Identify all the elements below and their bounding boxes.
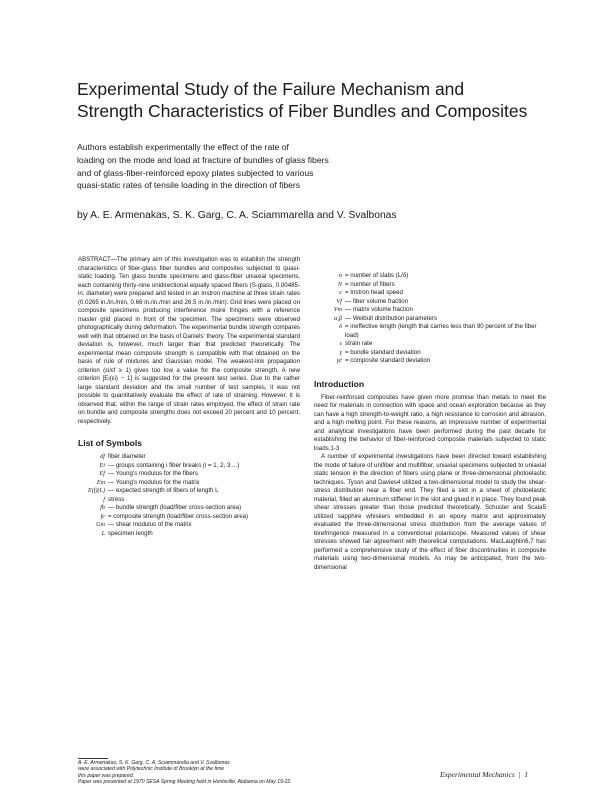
symbol: f: [103, 496, 105, 503]
symbol-description: — expected strength of fibers of length L: [108, 487, 219, 494]
symbol-row: [314, 349, 546, 358]
symbol-description: = number of fibers: [345, 280, 395, 288]
symbol: L: [101, 530, 105, 537]
author-line: by A. E. Armenakas, S. K. Garg, C. A. Sciammarella and V. Svalbonas: [77, 210, 397, 221]
symbol-row: [314, 357, 546, 366]
symbol-row: [314, 315, 546, 324]
symbol-row: [78, 504, 300, 513]
symbol-description: — groups containing i fiber breaks (i = 1, 2, 3 ...): [108, 461, 240, 469]
symbol-row: [78, 470, 300, 479]
symbol-description: — fiber volume fraction: [345, 297, 409, 305]
symbol-row: [314, 306, 546, 315]
symbol-row: [78, 496, 300, 505]
intro-paragraph: A number of experimental investigations have been directed toward establishing the mode of failure of unifiber and multifiber, uniaxial specimens subjected to uniaxial static tension in the direction of fibers using plane or three-dimensional photoelastic techniques. Tyson and Davies4 utilized a two-dimensional model to study the shear-stress distribution near a fiber end. They filed a slot in a sheet of photoelastic material, filled an aluminum stiffener in the slot and glued it in place. They found peak shear stresses greater than those predicted theoretically. Schuster and Scala5 utilized sapphire whiskers embedded in an epoxy matrix and approximately evaluated the three-dimensional stress distribution from the average values of birefringence measured in a conventional polariscope. Measured values of shear stresses showed fair agreement with theoretical computations. MacLaughlin6,7 has performed a comprehensive study of the effect of fiber discontinuities in composite materials using two-dimensional models. As may be anticipated, from the two-dimensional: [314, 453, 546, 571]
footer-separator: |: [518, 770, 521, 779]
symbol: α,β: [334, 315, 342, 322]
lead-line: Authors establish experimentally the effect of the rate of: [77, 142, 289, 152]
footnote: [78, 760, 300, 785]
symbol: ε: [339, 341, 342, 347]
symbol: fb: [100, 505, 105, 511]
symbol: Vf: [336, 298, 342, 305]
symbol-description: strain rate: [345, 340, 373, 347]
symbol-description: — Young's modulus for the matrix: [108, 478, 200, 486]
symbol-description: = composite standard deviation: [345, 357, 431, 364]
symbol-description: = number of slabs (L/δ): [345, 272, 409, 279]
symbols-list-right: [314, 272, 546, 366]
lead-line: loading on the mode and load at fracture of bundles of glass fibers: [77, 154, 329, 165]
symbol-description: specimen length: [108, 529, 153, 537]
symbol-row: [78, 479, 300, 488]
symbol-description: stress: [108, 495, 125, 503]
symbol: c: [339, 290, 342, 296]
symbol: Vm: [333, 307, 342, 313]
symbol-row: [314, 281, 546, 290]
symbol-description: = ineffective length (length that carries less than 90 percent of the fiber load): [345, 323, 537, 339]
footnote-rule: [78, 758, 108, 759]
symbol: E(f)(L): [87, 488, 105, 494]
symbol: n: [338, 273, 342, 279]
symbol: Ef: [99, 471, 105, 477]
symbol: Gm: [96, 522, 105, 528]
page-number: 1: [524, 770, 529, 779]
symbol: df: [100, 454, 105, 460]
symbol: N: [337, 281, 342, 288]
introduction-heading: Introduction: [314, 378, 365, 389]
symbol-row: [78, 521, 300, 530]
symbol-row: [314, 340, 546, 349]
symbol: γc: [336, 358, 342, 364]
journal-name: Experimental Mechanics: [440, 770, 515, 779]
symbol-description: — Weibull distribution parameters: [345, 314, 438, 322]
footnote-line: this paper was prepared.: [78, 772, 135, 779]
symbol: γ: [339, 349, 342, 356]
symbol: Em: [96, 479, 105, 486]
symbol-description: — bundle strength (load/fiber cross-section area): [108, 504, 242, 511]
lead-line: quasi-static rates of tensile loading in the direction of fibers: [77, 180, 301, 191]
footnote-line: Paper was presented at 1970 SESA Spring Meeting held in Huntsville, Alabama on May 19-22.: [78, 778, 292, 785]
symbols-heading: List of Symbols: [78, 438, 142, 448]
symbol-description: — Young's modulus for the fibers: [108, 470, 198, 477]
symbol-description: = Instron head speed: [345, 289, 403, 296]
symbol-row: [78, 462, 300, 471]
page-footer: [440, 770, 528, 779]
symbol: Ei: [99, 462, 105, 469]
title-line: Experimental Study of the Failure Mechanism and: [77, 79, 465, 99]
footnote-line: were associated with Polytechnic Institute of Brooklyn at the time: [78, 766, 225, 773]
symbol-row: [78, 513, 300, 522]
lead-summary: [77, 141, 497, 192]
symbol-description: = bundle standard deviation: [345, 348, 421, 356]
left-column: [78, 256, 300, 538]
symbol-description: = composite strength (load/fiber cross-section area): [108, 512, 249, 520]
symbol-row: [314, 272, 546, 281]
symbols-list-left: [78, 453, 300, 538]
symbol-row: [78, 487, 300, 496]
lead-line: and of glass-fiber-reinforced epoxy plates subjected to various: [77, 167, 314, 178]
title-line: Strength Characteristics of Fiber Bundles and Composites: [77, 101, 528, 121]
symbol: δ: [339, 324, 342, 330]
intro-paragraph: Fiber-reinforced composites have given more promise than metals to meet the need for materials in connection with space and ocean exploration because as they can have a high strength-to-weight ratio, a high resistance to corrosion and abrasion, and a high melting point. For these reasons, an impressive number of experimental and analytical investigations have been performed during the past decade for establishing the behavior of fiber-reinforced composite materials subjected to static loads.1-3: [314, 393, 546, 452]
symbol-row: [78, 453, 300, 462]
symbol-description: — matrix volume fraction: [345, 306, 413, 313]
symbol-row: [314, 323, 546, 340]
footnote-line: A. E. Armenakas, S. K. Garg, C. A. Sciammarella and V. Svalbonas: [78, 760, 230, 766]
symbol-row: [78, 530, 300, 539]
symbol-row: [314, 289, 546, 298]
symbol: fc: [100, 513, 105, 520]
symbol-description: fiber diameter: [108, 453, 146, 460]
symbol-description: — shear modulus of the matrix: [108, 521, 192, 528]
paper-title: [77, 78, 547, 122]
right-column: [314, 272, 546, 572]
abstract-text: ABSTRACT—The primary aim of this investigation was to establish the strength characteristics of fiber-glass fiber bundles and composites subjected to quasi-static loading. Ten glass bundle specimens and glass-fiber uniaxial specimens, each containing thirty-nine unidirectional equally spaced fibers (S-glass, 0.00485-in. diameter) were prepared and tested in an Instron machine at three strain rates (0.0265 in./in./min, 0.66 in./in./min and 26.5 in./in./min). Grid lines were placed on composite specimens producing interference moiré fringes with a reference master grid placed in front of the specimen. The specimens were observed photographically during deformation. The experimental bundle strength compares well with that obtained on the basis of Daniels' theory. The experimental standard deviation is, however, much larger than that predicted theoretically. The experimental mean composite strength is compatible with that obtained on the basis of rule of mixtures and Gaussian model. The weakest-link propagation criterion (εi/εf ≥ 1) gives too low a value for the composite strength. A new criterion [Ei(εi) − 1] is suggested for the present test series. Due to the rather large standard deviation and the small number of test samples, it was not possible to quantitatively evaluate the effect of rate of straining. However, it is observed that, within the range of strain rates employed, the effect of strain rate on bundle and composite strengths does not exceed 20 percent and 10 percent, respectively.: [78, 256, 300, 425]
symbol-row: [314, 298, 546, 307]
